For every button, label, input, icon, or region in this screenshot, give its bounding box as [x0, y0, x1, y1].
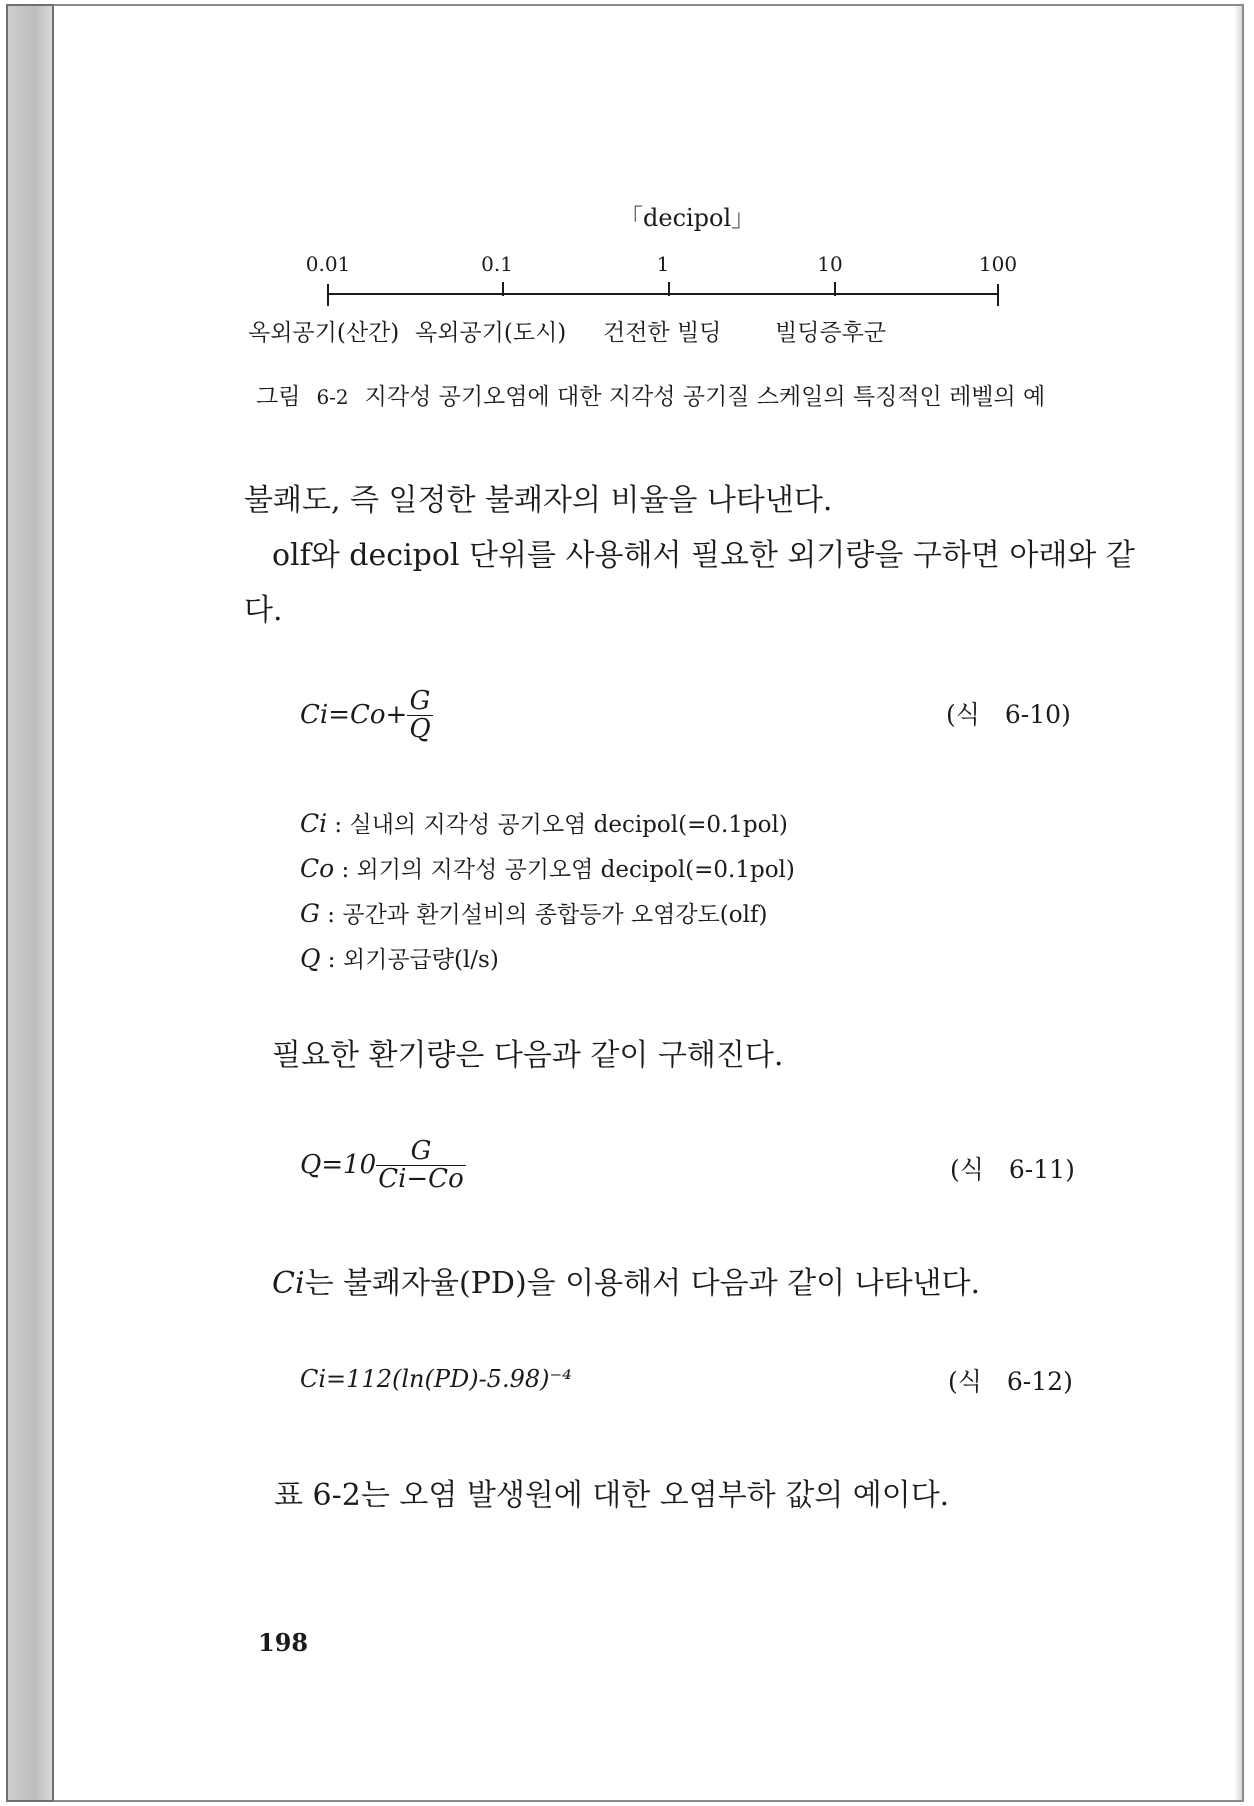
equation-6-11-lhs: Q=10 [300, 1149, 377, 1180]
scale-tick [327, 284, 329, 306]
paragraph-2-line-2: 다. [244, 593, 283, 628]
equation-6-11 [300, 1138, 466, 1194]
tick-label-100: 100 [978, 252, 1018, 276]
paragraph-1: 불쾌도, 즉 일정한 불쾌자의 비율을 나타낸다. [244, 483, 833, 518]
fraction-numerator: G [407, 688, 432, 716]
fraction [376, 1138, 466, 1194]
paragraph-4-text: 는 불쾌자율(PD)을 이용해서 다음과 같이 나타낸다. [304, 1266, 981, 1301]
scale-axis-line [327, 293, 999, 295]
definition-text: : 실내의 지각성 공기오염 decipol(=0.1pol) [327, 812, 788, 838]
definition-ci [300, 806, 788, 839]
definition-symbol: Ci [300, 809, 328, 838]
tick-label-0.1: 0.1 [481, 252, 513, 276]
scale-tick [502, 282, 504, 296]
definition-text: : 공간과 환기설비의 종합등가 오염강도(olf) [319, 902, 768, 928]
definition-symbol: G [300, 899, 320, 928]
fraction-denominator: Q [409, 714, 431, 745]
scale-tick [834, 282, 836, 296]
definition-text: : 외기공급량(l/s) [320, 947, 499, 973]
paragraph-4-symbol: Ci [272, 1266, 305, 1301]
paragraph-2-line-1: olf와 decipol 단위를 사용해서 필요한 외기량을 구하면 아래와 같 [272, 538, 1135, 573]
scale-tick [997, 284, 999, 306]
caption-number: 6-2 [316, 385, 349, 409]
equation-ref-6-10: (식 6-10) [946, 700, 1071, 729]
category-healthy-building: 건전한 빌딩 [603, 320, 722, 346]
tick-label-10: 10 [817, 252, 843, 276]
definition-symbol: Co [300, 854, 335, 883]
book-spine [6, 4, 54, 1802]
category-outdoor-mountain: 옥외공기(산간) [248, 320, 400, 346]
definition-q [300, 941, 499, 974]
fraction-denominator: Ci−Co [378, 1164, 464, 1195]
equation-ref-6-12: (식 6-12) [948, 1367, 1073, 1396]
definition-symbol: Q [300, 944, 321, 973]
equation-6-12: Ci=112(ln(PD)-5.98)⁻⁴ [300, 1365, 572, 1393]
paragraph-3: 필요한 환기량은 다음과 같이 구해진다. [272, 1038, 784, 1073]
figure-caption [256, 378, 1045, 411]
caption-label: 그림 [256, 384, 301, 410]
paragraph-4 [272, 1258, 980, 1302]
tick-label-0.01: 0.01 [305, 252, 351, 276]
equation-6-10-lhs: Ci=Co+ [300, 699, 408, 730]
scale-tick [668, 282, 670, 296]
definition-g [300, 896, 767, 929]
tick-label-1: 1 [656, 252, 670, 276]
equation-6-10 [300, 688, 433, 744]
paragraph-5: 표 6-2는 오염 발생원에 대한 오염부하 값의 예이다. [274, 1478, 950, 1513]
scale-title: 「decipol」 [619, 204, 756, 232]
equation-ref-6-11: (식 6-11) [950, 1155, 1075, 1184]
definition-text: : 외기의 지각성 공기오염 decipol(=0.1pol) [334, 857, 795, 883]
page-edge [1234, 6, 1242, 1800]
definition-co [300, 851, 795, 884]
fraction-numerator: G [376, 1138, 466, 1166]
category-outdoor-city: 옥외공기(도시) [415, 320, 567, 346]
fraction [407, 688, 432, 744]
category-sick-building: 빌딩증후군 [775, 320, 887, 346]
page-number: 198 [258, 1628, 309, 1657]
caption-text: 지각성 공기오염에 대한 지각성 공기질 스케일의 특징적인 레벨의 예 [364, 384, 1046, 410]
